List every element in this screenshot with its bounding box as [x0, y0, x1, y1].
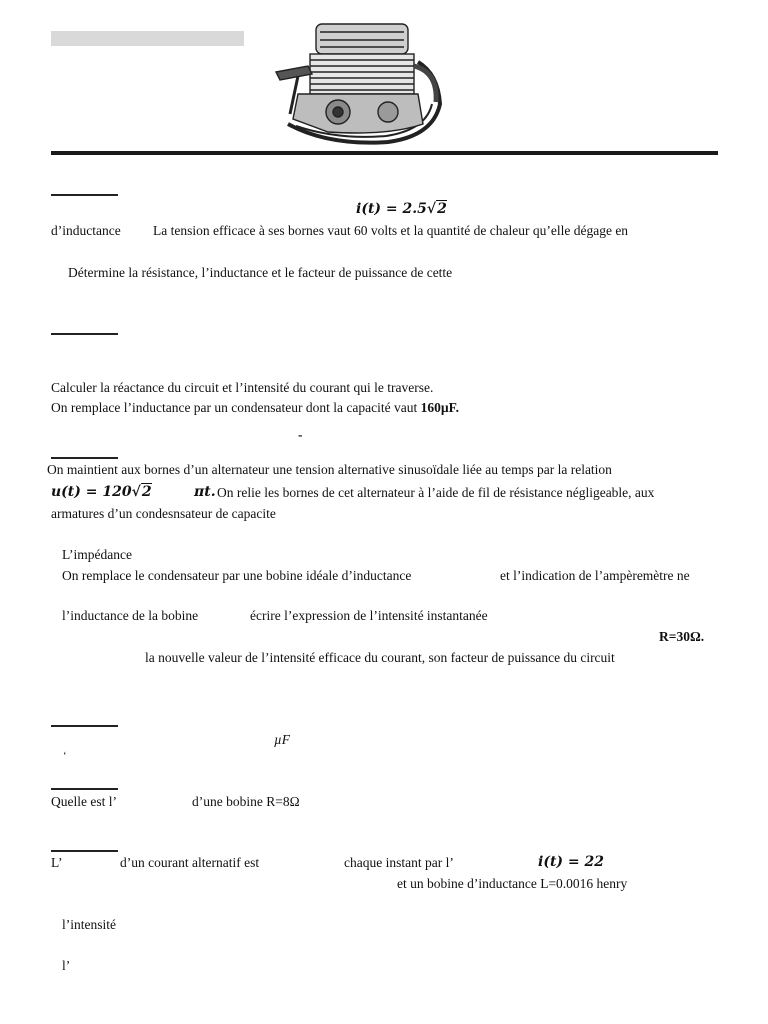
exercise-5-heading-line	[51, 788, 118, 790]
exercise-1-heading-line	[51, 194, 118, 196]
ex3-item1: L’impédance	[62, 547, 132, 562]
ex3-line1: On maintient aux bornes d’un alternateur une tension alternative sinusoïdale liée au temps par la relation	[47, 462, 612, 477]
ex3-item3-a: l’inductance de la bobine	[62, 608, 199, 623]
ex3-formula: u(t) = 120√2	[51, 484, 152, 500]
ex6-item1: l’intensité	[62, 917, 116, 932]
ex3-line2-rest: On relie les bornes de cet alternateur à l’aide de fil de résistance négligeable, aux	[217, 485, 655, 500]
ex4-mark: ‘	[63, 750, 67, 762]
header-gray-bar	[51, 31, 244, 46]
ex6-line-a: L’	[51, 855, 63, 870]
ex1-line2: Détermine la résistance, l’inductance et le facteur de puissance de cette	[68, 265, 453, 280]
ex1-line1-b: La tension efficace à ses bornes vaut 60 volts et la quantité de chaleur qu’elle dégage en	[153, 223, 629, 238]
ex2-dash: -	[298, 427, 303, 442]
ex3-line3: armatures d’un condesnsateur de capacite	[51, 506, 276, 521]
engine-icon	[268, 14, 443, 146]
header-rule	[51, 151, 718, 155]
ex1-formula-lhs: i(t) = 2.5	[356, 201, 427, 217]
exercise-3-heading-line	[51, 457, 118, 459]
exercise-2-heading-line	[51, 333, 118, 335]
ex6-formula: i(t) = 22	[538, 854, 604, 870]
ex2-line1: Calculer la réactance du circuit et l’intensité du courant qui le traverse.	[51, 380, 434, 395]
ex3-item2-b: et l’indication de l’ampèremètre ne	[500, 568, 690, 583]
ex3-formula-lhs: u(t) = 120	[51, 484, 132, 500]
ex2-line2-text: On remplace l’inductance par un condensateur dont la capacité vaut	[51, 400, 421, 415]
ex3-item3-b: écrire l’expression de l’intensité instantanée	[250, 608, 488, 623]
ex6-line2: et un bobine d’inductance L=0.0016 henry	[397, 876, 628, 891]
ex3-resistance: R=30Ω.	[659, 629, 705, 644]
ex3-item2-a: On remplace le condensateur par une bobine idéale d’inductance	[62, 568, 412, 583]
ex6-item2: l’	[62, 958, 71, 973]
ex1-formula: i(t) = 2.5√2	[356, 201, 447, 217]
ex3-formula-pi: πt.	[194, 484, 216, 500]
exercise-6-heading-line	[51, 850, 118, 852]
ex3-item4: la nouvelle valeur de l’intensité efficace du courant, son facteur de puissance du circuit	[145, 650, 615, 665]
ex6-line-b: d’un courant alternatif est	[120, 855, 260, 870]
ex3-formula-sqrt: 2	[141, 484, 152, 500]
ex6-line-c: chaque instant par l’	[344, 855, 454, 870]
ex4-unit: µF	[274, 732, 291, 747]
ex1-line1-a: d’inductance	[51, 223, 121, 238]
exercise-4-heading-line	[51, 725, 118, 727]
ex1-formula-sqrt: 2	[437, 201, 447, 217]
ex5-line-b: d’une bobine R=8Ω	[192, 794, 300, 809]
ex5-line-a: Quelle est l’	[51, 794, 117, 809]
ex2-capacitance: 160µF.	[420, 400, 460, 415]
ex2-line2	[51, 400, 459, 416]
